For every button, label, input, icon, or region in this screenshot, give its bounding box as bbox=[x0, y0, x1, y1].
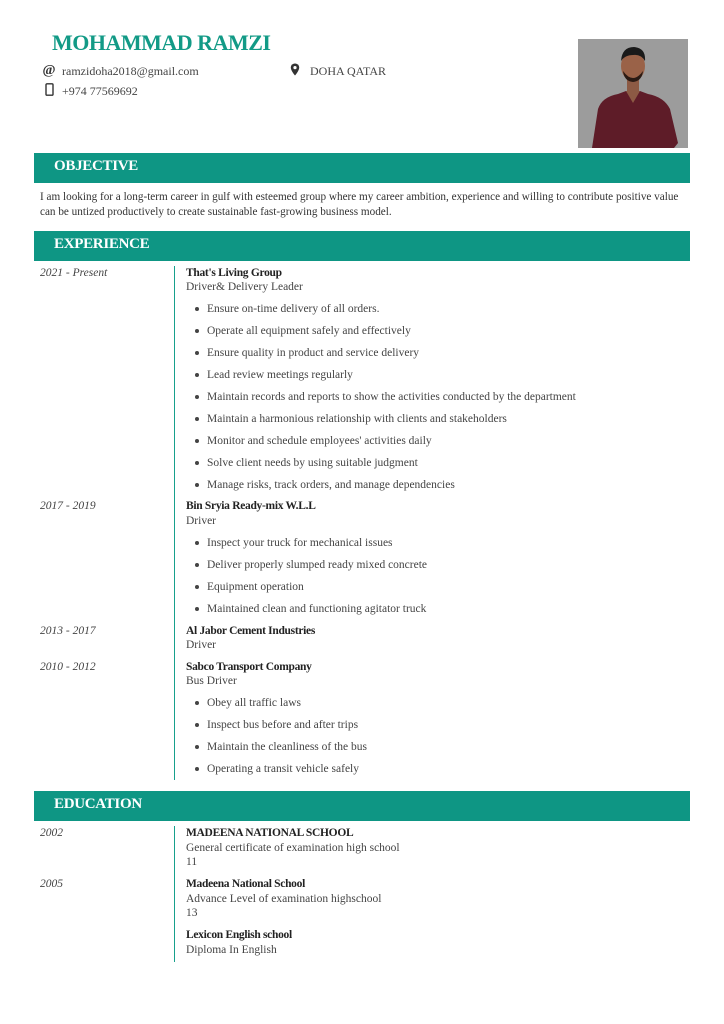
experience-bullet bbox=[195, 719, 358, 731]
phone-contact bbox=[42, 83, 138, 100]
bullet-text: Maintained clean and functioning agitator truck bbox=[207, 603, 427, 615]
bullet-dot bbox=[195, 745, 199, 749]
experience-bullet bbox=[195, 537, 393, 549]
objective-header bbox=[34, 153, 690, 183]
education-header bbox=[34, 791, 690, 821]
bullet-text: Equipment operation bbox=[207, 581, 304, 593]
bullet-dot bbox=[195, 351, 199, 355]
education-degree: Diploma In English bbox=[186, 944, 277, 956]
experience-bullet bbox=[195, 581, 304, 593]
bullet-text: Maintain a harmonious relationship with clients and stakeholders bbox=[207, 413, 507, 425]
experience-bullet bbox=[195, 347, 419, 359]
bullet-text: Inspect bus before and after trips bbox=[207, 719, 359, 731]
experience-role: Driver& Delivery Leader bbox=[186, 281, 303, 293]
mobile-phone-icon bbox=[42, 83, 56, 100]
email-text[interactable]: ramzidoha2018@gmail.com bbox=[62, 63, 199, 78]
education-degree: Advance Level of examination highschool bbox=[186, 893, 382, 905]
experience-date: 2013 - 2017 bbox=[40, 625, 96, 637]
experience-date: 2010 - 2012 bbox=[40, 661, 96, 673]
bullet-text: Obey all traffic laws bbox=[207, 697, 301, 709]
bullet-dot bbox=[195, 439, 199, 443]
experience-role: Driver bbox=[186, 639, 217, 651]
experience-header bbox=[34, 231, 690, 261]
education-date: 2005 bbox=[40, 878, 63, 890]
bullet-dot bbox=[195, 723, 199, 727]
experience-bullet bbox=[195, 391, 576, 403]
experience-bullet bbox=[195, 457, 418, 469]
education-title: EDUCATION bbox=[54, 796, 142, 812]
experience-bullet bbox=[195, 325, 411, 337]
location-contact bbox=[288, 63, 386, 80]
experience-bullet bbox=[195, 479, 455, 491]
experience-bullet bbox=[195, 741, 367, 753]
education-timeline-line bbox=[174, 826, 175, 962]
experience-title: EXPERIENCE bbox=[54, 236, 150, 252]
location-text: DOHA QATAR bbox=[310, 64, 387, 78]
bullet-dot bbox=[195, 563, 199, 567]
map-pin-icon bbox=[288, 63, 302, 80]
objective-title: OBJECTIVE bbox=[54, 158, 138, 174]
bullet-dot bbox=[195, 541, 199, 545]
bullet-text: Ensure quality in product and service delivery bbox=[207, 347, 420, 359]
bullet-text: Lead review meetings regularly bbox=[207, 369, 353, 381]
experience-bullet bbox=[195, 603, 426, 615]
bullet-dot bbox=[195, 417, 199, 421]
bullet-dot bbox=[195, 329, 199, 333]
experience-bullet bbox=[195, 413, 507, 425]
experience-org: That's Living Group bbox=[186, 267, 282, 279]
bullet-dot bbox=[195, 767, 199, 771]
bullet-dot bbox=[195, 701, 199, 705]
education-school: Madeena National School bbox=[186, 878, 305, 890]
objective-text: I am looking for a long-term career in gulf with esteemed group where my career ambition, experience and willing to contribute positive value can be untized productively to create sustainable fast-growing business model. bbox=[40, 191, 679, 218]
candidate-name: MOHAMMAD RAMZI bbox=[52, 30, 271, 55]
bullet-dot bbox=[195, 483, 199, 487]
experience-bullet bbox=[195, 369, 353, 381]
education-school: Lexicon English school bbox=[186, 929, 292, 941]
education-grade: 11 bbox=[186, 856, 198, 868]
bullet-dot bbox=[195, 307, 199, 311]
bullet-text: Solve client needs by using suitable judgment bbox=[207, 457, 418, 469]
experience-date: 2021 - Present bbox=[40, 267, 108, 279]
experience-bullet bbox=[195, 559, 427, 571]
experience-bullet bbox=[195, 763, 359, 775]
experience-timeline-line bbox=[174, 266, 175, 780]
bullet-dot bbox=[195, 607, 199, 611]
bullet-dot bbox=[195, 373, 199, 377]
experience-bullet bbox=[195, 435, 432, 447]
education-grade: 13 bbox=[186, 907, 198, 919]
phone-text: +974 77569692 bbox=[62, 84, 138, 98]
bullet-dot bbox=[195, 585, 199, 589]
education-degree: General certificate of examination high school bbox=[186, 842, 400, 854]
experience-org: Bin Sryia Ready-mix W.L.L bbox=[186, 500, 316, 512]
education-school: MADEENA NATIONAL SCHOOL bbox=[186, 827, 354, 839]
bullet-text: Operating a transit vehicle safely bbox=[207, 763, 359, 775]
bullet-text: Maintain records and reports to show the activities conducted by the department bbox=[207, 391, 576, 403]
at-icon: @ bbox=[42, 63, 56, 78]
experience-bullet bbox=[195, 697, 301, 709]
experience-org: Al Jabor Cement Industries bbox=[186, 625, 316, 637]
bullet-text: Manage risks, track orders, and manage dependencies bbox=[207, 479, 455, 491]
bullet-dot bbox=[195, 461, 199, 465]
experience-role: Driver bbox=[186, 515, 217, 527]
bullet-dot bbox=[195, 395, 199, 399]
profile-photo bbox=[578, 39, 688, 148]
experience-role: Bus Driver bbox=[186, 675, 237, 687]
experience-date: 2017 - 2019 bbox=[40, 500, 96, 512]
bullet-text: Maintain the cleanliness of the bus bbox=[207, 741, 368, 753]
bullet-text: Operate all equipment safely and effectively bbox=[207, 325, 411, 337]
email-contact bbox=[42, 63, 199, 79]
bullet-text: Deliver properly slumped ready mixed concrete bbox=[207, 559, 428, 571]
bullet-text: Inspect your truck for mechanical issues bbox=[207, 537, 393, 549]
bullet-text: Ensure on-time delivery of all orders. bbox=[207, 303, 380, 315]
bullet-text: Monitor and schedule employees' activities daily bbox=[207, 435, 432, 447]
education-date: 2002 bbox=[40, 827, 63, 839]
experience-org: Sabco Transport Company bbox=[186, 661, 312, 673]
experience-bullet bbox=[195, 303, 379, 315]
